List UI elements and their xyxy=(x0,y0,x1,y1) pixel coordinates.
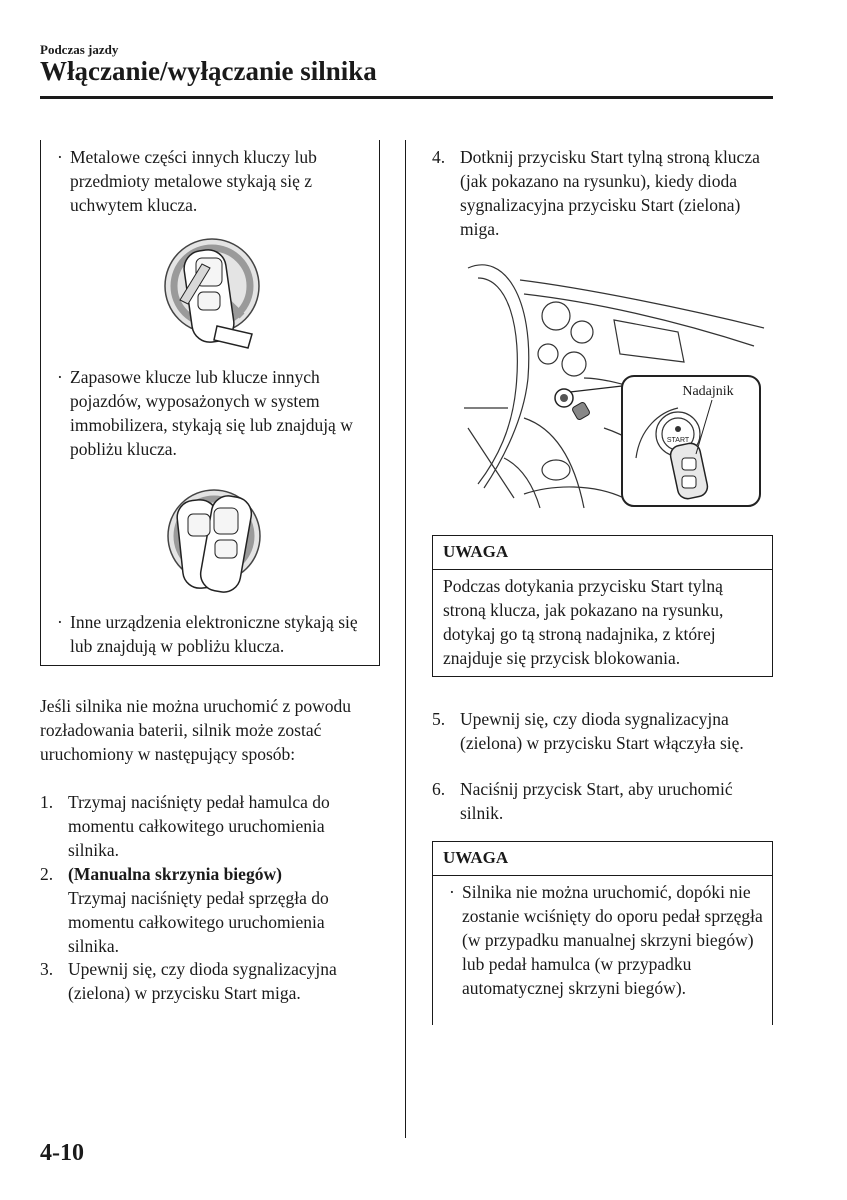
note-box-1 xyxy=(432,535,773,677)
intro-paragraph: Jeśli silnika nie można uruchomić z powodu rozładowania baterii, silnik może zostać uruchomiony w następujący sposób: xyxy=(40,696,352,764)
step-text: Upewnij się, czy dioda sygnalizacyjna (zielona) w przycisku Start włączyła się. xyxy=(460,709,744,753)
bullet-dot: · xyxy=(449,882,455,902)
step-number: 5. xyxy=(432,709,446,729)
bullet-text: Silnika nie można uruchomić, dopóki nie zostanie wciśnięty do oporu pedał sprzęgła (w przypadku manualnej skrzyni biegów) lub pedał hamulca (w przypadku automatycznej skrzyni biegów). xyxy=(462,882,763,998)
step-number: 4. xyxy=(432,147,446,167)
note-bullet xyxy=(433,876,772,1000)
step-number: 6. xyxy=(432,779,446,799)
note-text: Podczas dotykania przycisku Start tylną stroną klucza, jak pokazano na rysunku, dotykaj go tą stroną nadajnika, z której znajduje się przycisk blokowania. xyxy=(443,576,724,668)
bullet-text: Inne urządzenia elektroniczne stykają się lub znajdują w pobliżu klucza. xyxy=(70,612,358,656)
step-2 xyxy=(40,862,375,958)
two-keys-illustration xyxy=(164,484,264,608)
step-text: Naciśnij przycisk Start, aby uruchomić silnik. xyxy=(460,779,733,823)
step-1 xyxy=(40,790,375,862)
step-4 xyxy=(432,145,767,241)
step-number: 1. xyxy=(40,792,54,812)
title-rule xyxy=(40,96,773,99)
step-5 xyxy=(432,707,767,755)
step-heading: (Manualna skrzynia biegów) xyxy=(68,864,282,884)
step-text: Dotknij przycisku Start tylną stroną klucza (jak pokazano na rysunku), kiedy dioda sygnalizacyjna przycisku Start (zielona) miga. xyxy=(460,147,760,239)
note-heading: UWAGA xyxy=(433,536,772,570)
key-with-metal-illustration xyxy=(162,236,266,358)
page-number: 4-10 xyxy=(40,1140,84,1166)
bullet-dot: · xyxy=(57,147,63,167)
warning-bullet-3 xyxy=(57,610,367,658)
step-6 xyxy=(432,777,767,825)
step-number: 3. xyxy=(40,959,54,979)
step-number: 2. xyxy=(40,864,54,884)
warning-bullet-2 xyxy=(57,365,367,461)
note-box-2 xyxy=(432,841,773,1025)
bullet-dot: · xyxy=(57,367,63,387)
step-text: Trzymaj naciśnięty pedał sprzęgła do momentu całkowitego uruchomienia silnika. xyxy=(68,888,329,956)
step-text: Trzymaj naciśnięty pedał hamulca do momentu całkowitego uruchomienia silnika. xyxy=(68,792,330,860)
start-label: START xyxy=(666,437,690,444)
note-heading: UWAGA xyxy=(433,842,772,876)
transmitter-label: Nadajnik xyxy=(682,384,734,399)
warning-bullet-1 xyxy=(57,145,367,217)
step-3 xyxy=(40,957,375,1005)
bullet-dot: · xyxy=(57,612,63,632)
bullet-text: Metalowe części innych kluczy lub przedmioty metalowe stykają się z uchwytem klucza. xyxy=(70,147,317,215)
bullet-text: Zapasowe klucze lub klucze innych pojazdów, wyposażonych w system immobilizera, stykają się lub znajdują w pobliżu klucza. xyxy=(70,367,353,459)
column-divider xyxy=(405,140,406,1138)
dashboard-start-button-illustration xyxy=(464,258,770,510)
step-text: Upewnij się, czy dioda sygnalizacyjna (zielona) w przycisku Start miga. xyxy=(68,959,337,1003)
page-title: Włączanie/wyłączanie silnika xyxy=(40,56,377,86)
section-label: Podczas jazdy xyxy=(40,42,119,57)
